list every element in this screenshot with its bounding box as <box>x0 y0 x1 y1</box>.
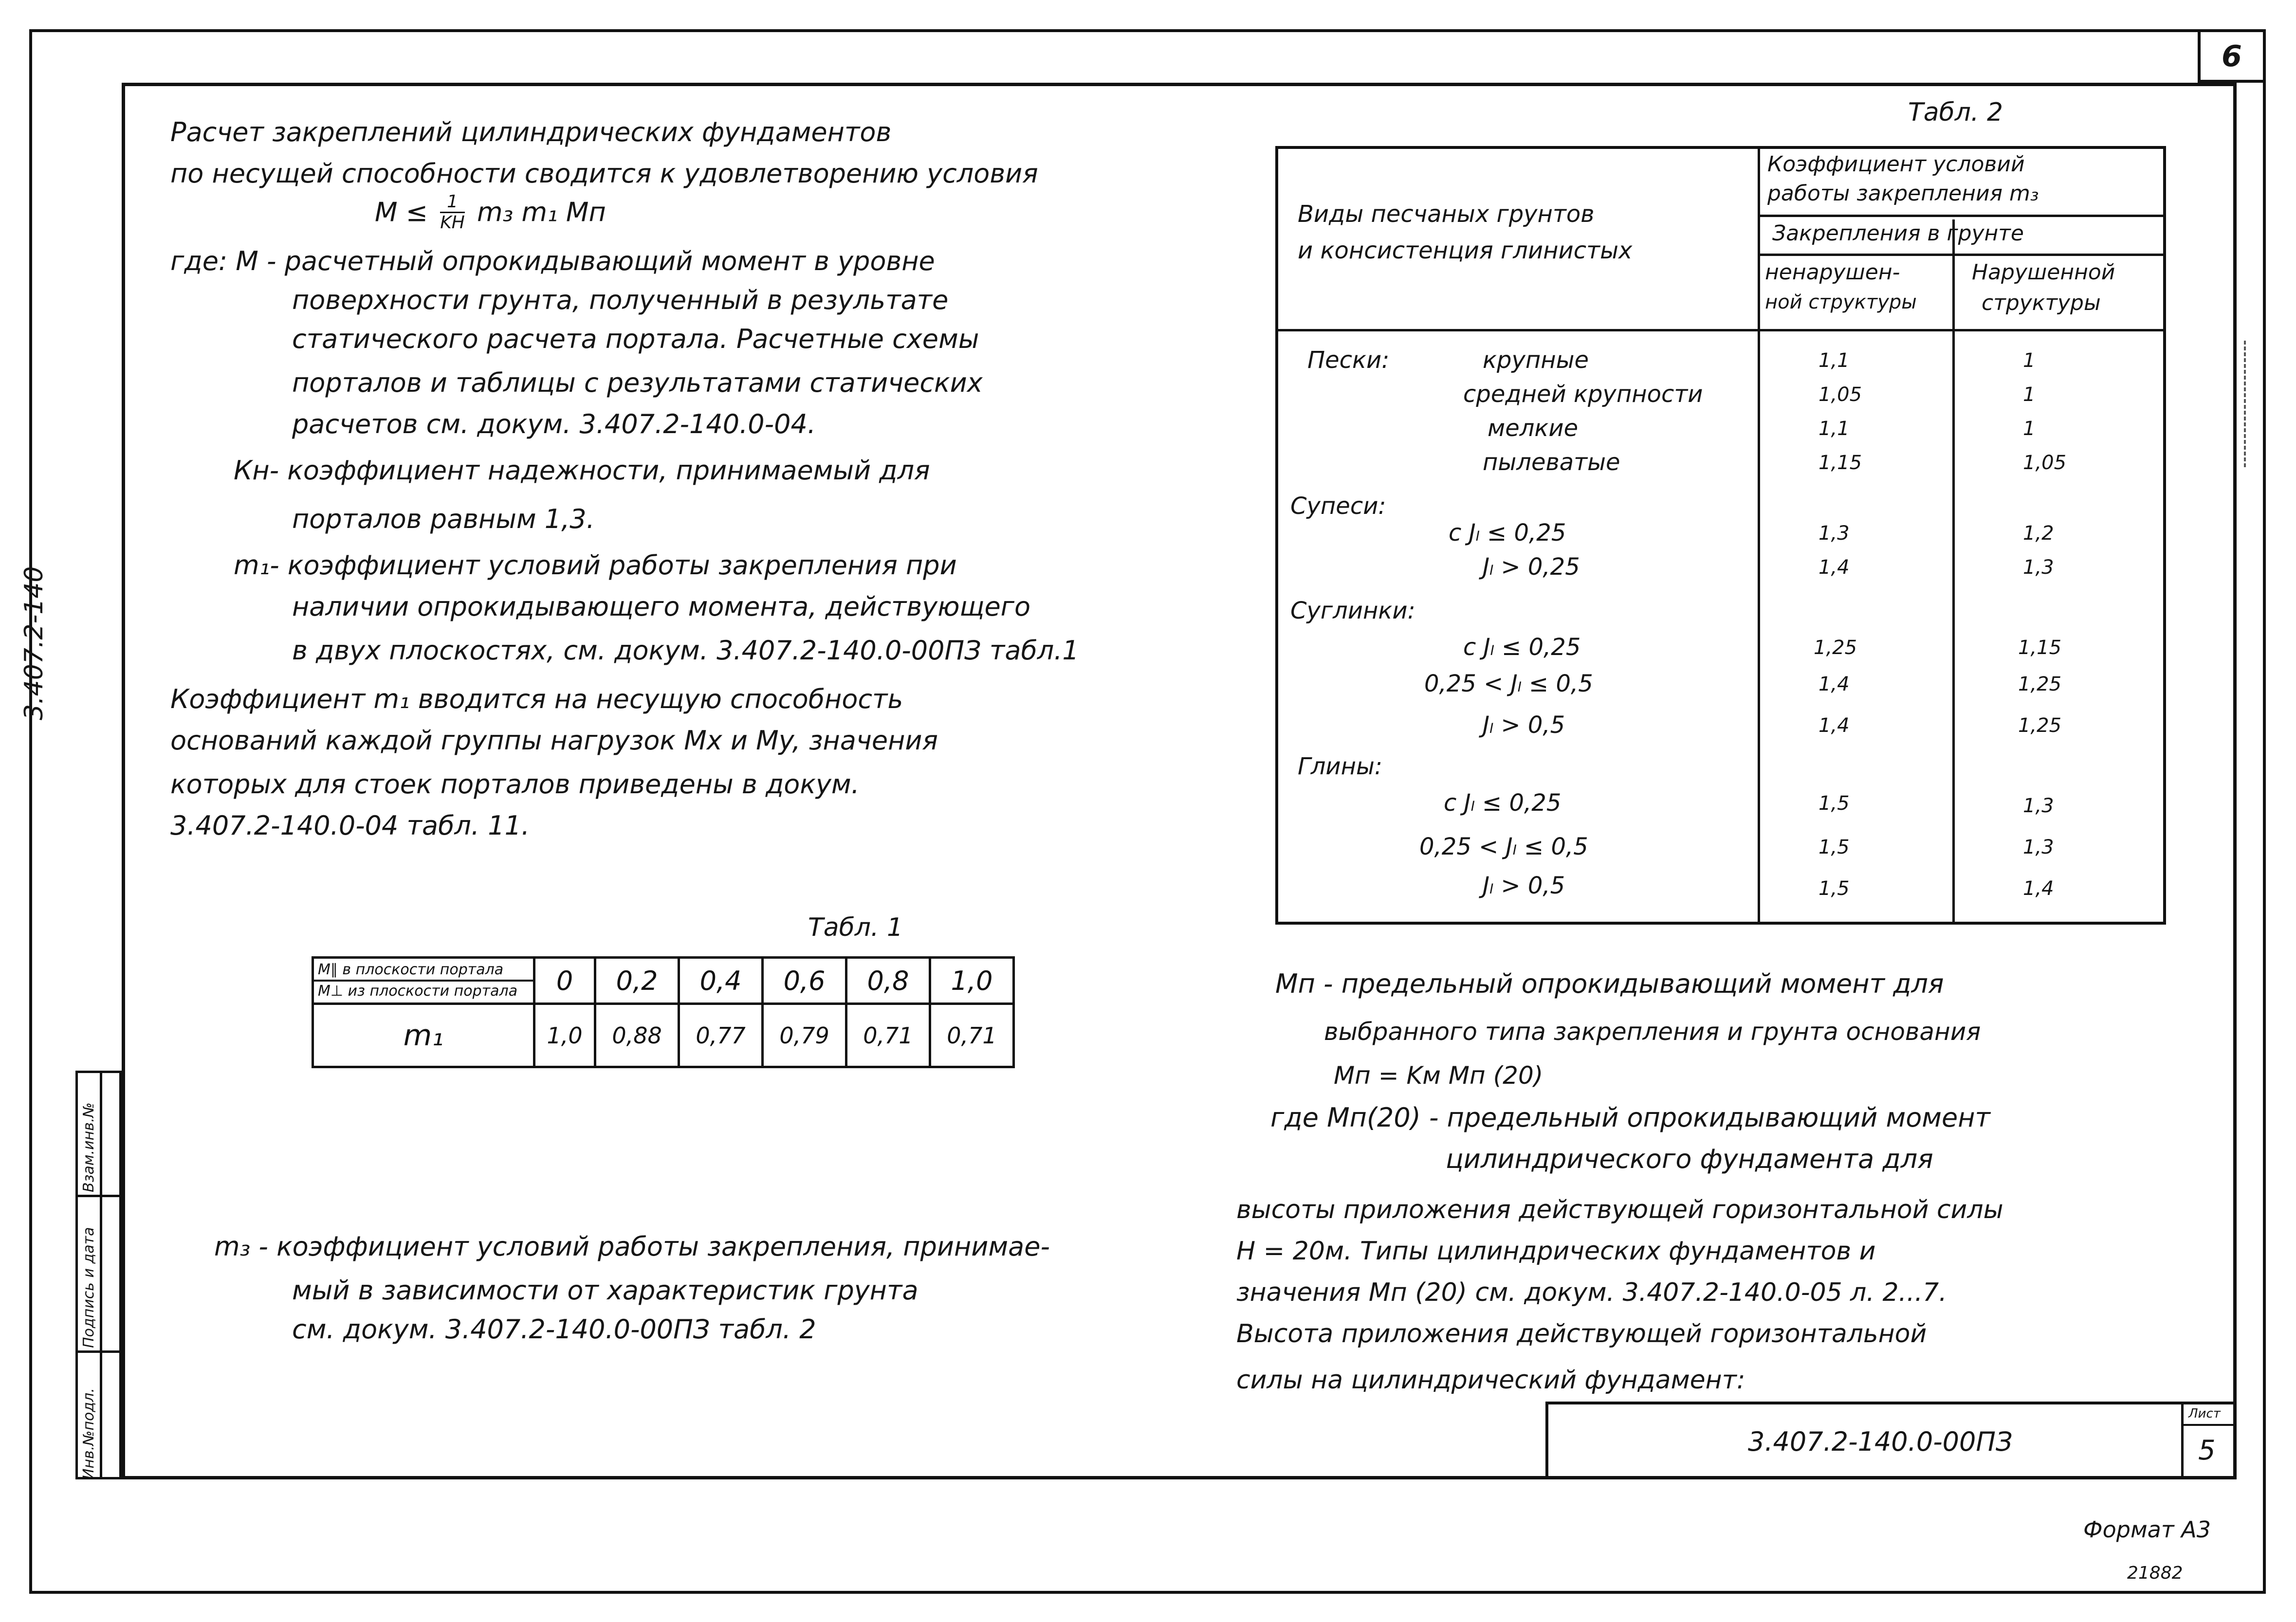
table2-row-v1: 1,1 <box>1818 349 1850 372</box>
table2-row-label: пылеватые <box>1483 449 1620 476</box>
formula-denominator: KH <box>440 212 465 233</box>
table2-row-v1: 1,3 <box>1818 522 1850 545</box>
table2-row-label: мелкие <box>1488 415 1579 442</box>
mp-line5: цилиндрического фундамента для <box>1446 1144 1933 1174</box>
table2-title: Табл. 2 <box>1908 98 2003 127</box>
table2-coef-header-2: работы закрепления m₃ <box>1767 181 2039 206</box>
table2-sub1-line2: ной структуры <box>1765 291 1917 313</box>
corner-number-box <box>2198 29 2266 83</box>
m3-line3: см. докум. 3.407.2-140.0-00ПЗ табл. 2 <box>292 1314 816 1345</box>
table2-coef-header-1: Коэффициент условий <box>1767 152 2025 177</box>
table2-row-label: средней крупности <box>1463 381 1703 408</box>
coef-text-line1: Коэффициент m₁ вводится на несущую способность <box>170 684 903 714</box>
table1-header-top: M∥ в плоскости портала <box>314 960 533 982</box>
format-label: Формат А3 <box>2083 1516 2211 1543</box>
table1-value: 0,71 <box>846 1004 930 1067</box>
para1-line1: Расчет закреплений цилиндрических фундаментов <box>170 117 892 147</box>
where-m1-line2: наличии опрокидывающего момента, действующего <box>292 591 1031 622</box>
table1-value: 1,0 <box>534 1004 595 1067</box>
table2-group-label-sandy-loams: Супеси: <box>1290 492 1386 520</box>
table1-row-label: m₁ <box>313 1004 534 1067</box>
where-m-line5: расчетов см. докум. 3.407.2-140.0-04. <box>292 409 816 439</box>
where-m-line1: где: M - расчетный опрокидывающий момент в уровне <box>170 246 935 276</box>
mp-line2: выбранного типа закрепления и грунта основания <box>1324 1018 1981 1046</box>
table1-ratio: 0 <box>534 958 595 1004</box>
table2-row-v2: 1,25 <box>2018 714 2062 737</box>
table2-col1-header-2: и консистенция глинистых <box>1298 237 1633 264</box>
table2-row-v2: 1 <box>2023 349 2036 372</box>
table2-row-v2: 1,4 <box>2023 877 2054 900</box>
where-kh-line2: порталов равным 1,3. <box>292 504 595 534</box>
formula-numerator: 1 <box>440 192 465 213</box>
table2-row-v2: 1,25 <box>2018 673 2062 695</box>
table1-header-bottom: M⊥ из плоскости портала <box>318 983 518 1000</box>
where-m1-line1: m₁- коэффициент условий работы закрепления при <box>234 550 957 581</box>
table2-row-v1: 1,25 <box>1814 637 1857 659</box>
table2-row-label: 0,25 < Jₗ ≤ 0,5 <box>1424 670 1593 697</box>
m3-line1: m₃ - коэффициент условий работы закрепления, принимае- <box>214 1231 1050 1262</box>
sheet-label: Лист <box>2188 1406 2221 1421</box>
table2-row-v1: 1,1 <box>1818 418 1850 440</box>
height-line4: Высота приложения действующей горизонтальной <box>1236 1319 1927 1349</box>
table2-row-v1: 1,5 <box>1818 792 1850 815</box>
inv-number: 21882 <box>2127 1563 2183 1583</box>
m3-line2: мый в зависимости от характеристик грунта <box>292 1275 918 1306</box>
table2-row-v2: 1,3 <box>2023 795 2054 817</box>
para1-line2: по несущей способности сводится к удовлетворению условия <box>170 158 1038 189</box>
table2-row-label: с Jₗ ≤ 0,25 <box>1444 789 1561 817</box>
table2-group-label-loams: Суглинки: <box>1290 597 1415 624</box>
where-m-line4: порталов и таблицы с результатами статических <box>292 367 983 398</box>
mp-line3: Mп = Kм Mп (20) <box>1334 1061 1543 1090</box>
doc-code: 3.407.2-140.0-00ПЗ <box>1748 1426 2013 1457</box>
table2-row-v2: 1,05 <box>2023 452 2067 474</box>
table2-row-label: с Jₗ ≤ 0,25 <box>1463 634 1581 661</box>
where-kh-line1: Кн- коэффициент надежности, принимаемый для <box>234 455 930 486</box>
side-stamp-label-3: Взам.инв.№ <box>80 1102 97 1192</box>
table1-header-ratio <box>313 958 534 1004</box>
table1-ratio: 0,8 <box>846 958 930 1004</box>
table2-row-v2: 1,15 <box>2018 637 2062 659</box>
formula <box>375 192 606 232</box>
table2-row-label: Jₗ > 0,5 <box>1483 872 1565 899</box>
height-line2: H = 20м. Типы цилиндрических фундаментов и <box>1236 1237 1876 1266</box>
table1-value: 0,79 <box>763 1004 846 1067</box>
side-stamp-label-2: Подпись и дата <box>80 1227 97 1348</box>
table2-col1-header-1: Виды песчаных грунтов <box>1298 200 1595 228</box>
where-m1-line3: в двух плоскостях, см. докум. 3.407.2-140.0-00ПЗ табл.1 <box>292 635 1079 666</box>
formula-left: M ≤ <box>375 197 428 228</box>
where-m-line3: статического расчета портала. Расчетные схемы <box>292 324 979 354</box>
table2-row-label: Jₗ > 0,25 <box>1483 553 1580 581</box>
sheet-number: 5 <box>2198 1435 2216 1466</box>
mp-line4: где Mп(20) - предельный опрокидывающий момент <box>1270 1102 1990 1133</box>
table2-group-label-sands: Пески: <box>1307 346 1390 374</box>
coef-text-line4: 3.407.2-140.0-04 табл. 11. <box>170 810 530 841</box>
table2 <box>1275 146 2166 925</box>
table1-value: 0,71 <box>930 1004 1013 1067</box>
coef-text-line2: оснований каждой группы нагрузок Mx и My, значения <box>170 725 938 756</box>
table2-row-v1: 1,15 <box>1818 452 1862 474</box>
height-line5: силы на цилиндрический фундамент: <box>1236 1366 1745 1395</box>
table2-group-label-clays: Глины: <box>1298 753 1383 780</box>
table2-row-label: крупные <box>1483 346 1589 374</box>
height-line3: значения Mп (20) см. докум. 3.407.2-140.0-05 л. 2...7. <box>1236 1278 1947 1307</box>
table2-row-label: с Jₗ ≤ 0,25 <box>1449 519 1566 547</box>
table2-sub2-line1: Нарушенной <box>1972 260 2115 285</box>
table1-ratio: 0,2 <box>595 958 679 1004</box>
table2-sub2-line2: структуры <box>1982 291 2101 315</box>
side-stamp <box>75 1071 122 1479</box>
table1 <box>312 956 1015 1068</box>
mp-line1: Mп - предельный опрокидывающий момент для <box>1275 968 1944 999</box>
table2-row-v2: 1 <box>2023 418 2036 440</box>
height-line1: высоты приложения действующей горизонтальной силы <box>1236 1195 2003 1224</box>
table1-value: 0,77 <box>679 1004 763 1067</box>
table1-ratio: 1,0 <box>930 958 1013 1004</box>
table2-group-header: Закрепления в грунте <box>1772 221 2024 246</box>
table2-row-v2: 1,3 <box>2023 556 2054 579</box>
table1-title: Табл. 1 <box>808 913 903 942</box>
table1-value: 0,88 <box>595 1004 679 1067</box>
corner-number: 6 <box>2222 39 2242 73</box>
table2-row-v2: 1 <box>2023 383 2036 406</box>
side-stamp-label-1: Инв.№подл. <box>80 1388 97 1479</box>
table2-sub1-line1: ненарушен- <box>1765 260 1900 285</box>
formula-right: m₃ m₁ Mп <box>477 197 606 228</box>
table2-row-v1: 1,5 <box>1818 836 1850 858</box>
table2-row-v1: 1,05 <box>1818 383 1862 406</box>
coef-text-line3: которых для стоек порталов приведены в докум. <box>170 769 860 800</box>
title-block <box>1545 1402 2237 1479</box>
table1-ratio: 0,4 <box>679 958 763 1004</box>
table1-ratio: 0,6 <box>763 958 846 1004</box>
side-code: 3.407.2-140 <box>19 566 49 720</box>
where-m-line2: поверхности грунта, полученный в результате <box>292 285 949 315</box>
table2-row-v1: 1,4 <box>1818 556 1850 579</box>
table2-row-v2: 1,2 <box>2023 522 2054 545</box>
table2-row-label: Jₗ > 0,5 <box>1483 711 1565 739</box>
table2-row-v1: 1,4 <box>1818 673 1850 695</box>
table2-row-label: 0,25 < Jₗ ≤ 0,5 <box>1419 833 1588 860</box>
table2-row-v2: 1,3 <box>2023 836 2054 858</box>
right-edge-marks <box>2244 341 2248 467</box>
table2-row-v1: 1,5 <box>1818 877 1850 900</box>
table2-row-v1: 1,4 <box>1818 714 1850 737</box>
